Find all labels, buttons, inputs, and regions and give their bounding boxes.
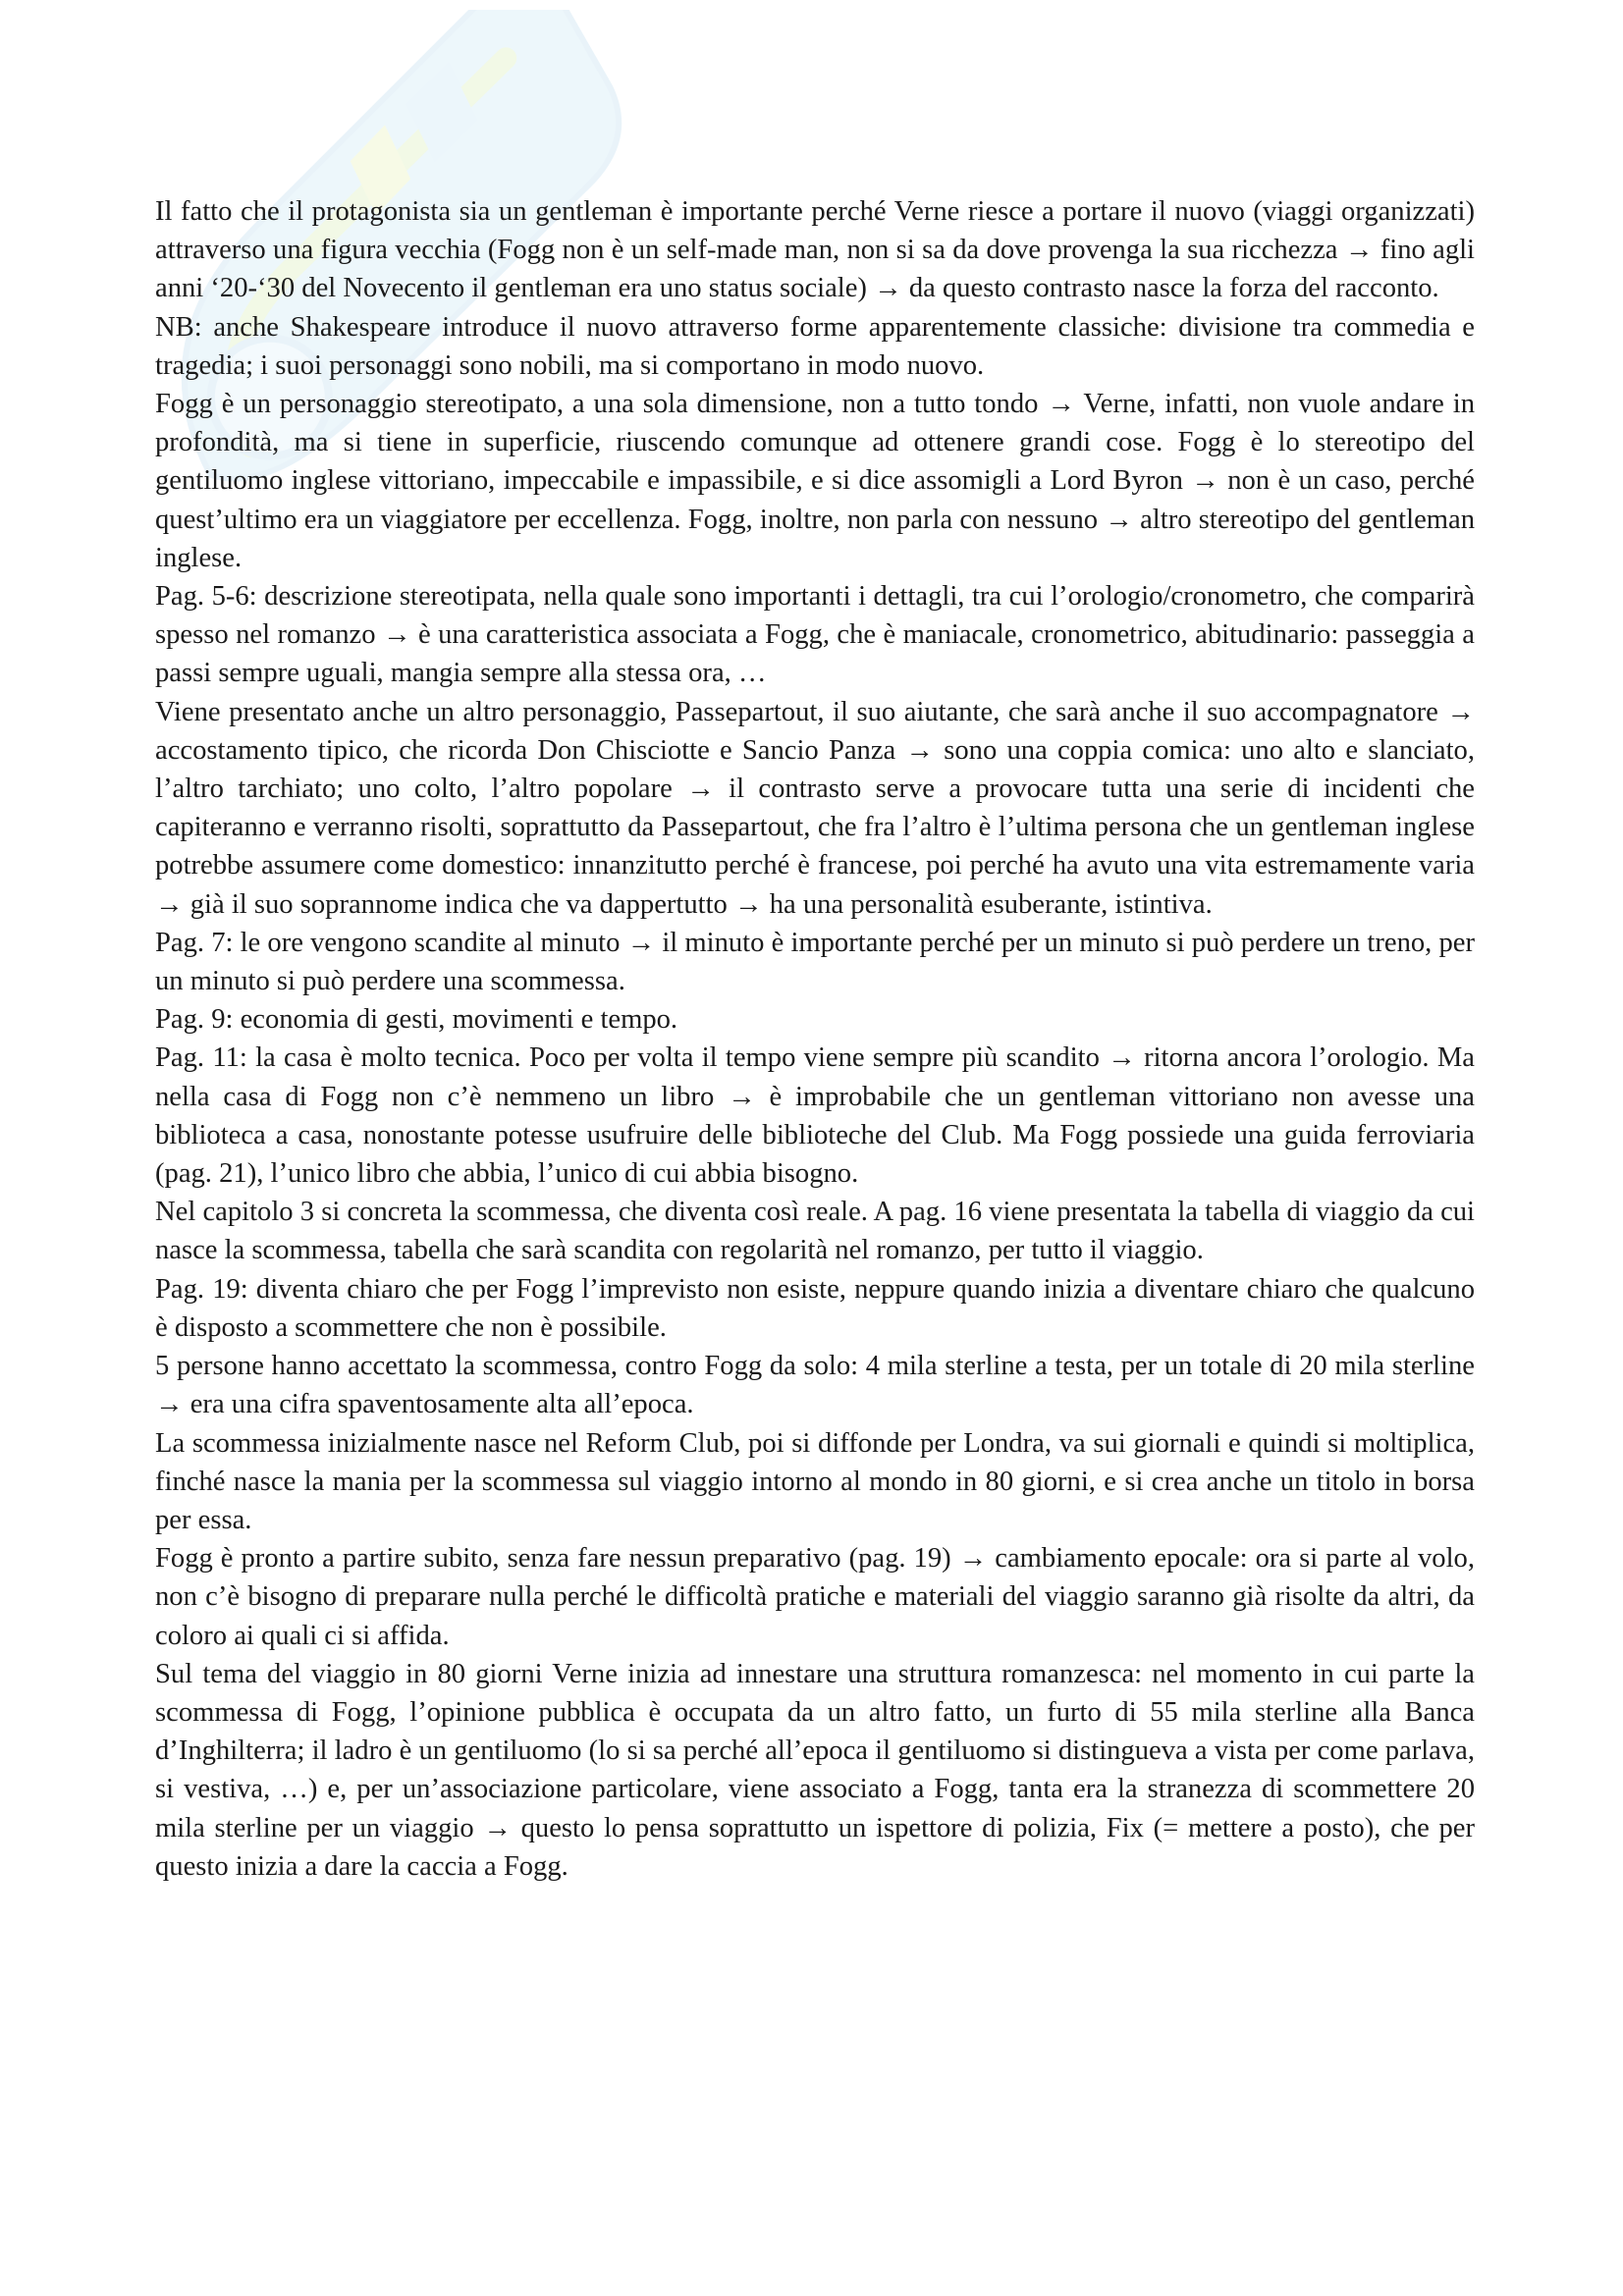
paragraph: Pag. 11: la casa è molto tecnica. Poco per volta il tempo viene sempre più scandito → ritorna ancora l’orologio. Ma nella casa di Fogg non c’è nemmeno un libro → è improbabile che un gentleman vittoriano non avesse una biblioteca a casa, nonostante potesse usufruire delle biblioteche del Club. Ma Fogg possiede una guida ferroviaria (pag. 21), l’unico libro che abbia, l’unico di cui abbia bisogno. bbox=[155, 1042, 1475, 1190]
paragraph: Pag. 19: diventa chiaro che per Fogg l’imprevisto non esiste, neppure quando inizia a diventare chiaro che qualcuno è disposto a scommettere che non è possibile. bbox=[155, 1273, 1475, 1343]
paragraph: Sul tema del viaggio in 80 giorni Verne inizia ad innestare una struttura romanzesca: nel momento in cui parte la scommessa di Fogg, l’opinione pubblica è occupata da un altro fatto, un furto di 55 mila sterline alla Banca d’Inghilterra; il ladro è un gentiluomo (lo si sa perché all’epoca il gentiluomo si distingueva a vista per come parlava, si vestiva, …) e, per un’associazione particolare, viene associato a Fogg, tanta era la stranezza di scommettere 20 mila sterline per un viaggio → questo lo pensa soprattutto un ispettore di polizia, Fix (= mettere a posto), che per questo inizia a dare la caccia a Fogg. bbox=[155, 1658, 1475, 1882]
paragraph: La scommessa inizialmente nasce nel Reform Club, poi si diffonde per Londra, va sui giornali e quindi si moltiplica, finché nasce la mania per la scommessa sul viaggio intorno al mondo in 80 giorni, e si crea anche un titolo in borsa per essa. bbox=[155, 1427, 1475, 1535]
paragraph: Il fatto che il protagonista sia un gentleman è importante perché Verne riesce a portare il nuovo (viaggi organizzati) attraverso una figura vecchia (Fogg non è un self-made man, non si sa da dove provenga la sua ricchezza → fino agli anni ‘20-‘30 del Novecento il gentleman era uno status sociale) → da questo contrasto nasce la forza del racconto. bbox=[155, 196, 1475, 304]
paragraph: Nel capitolo 3 si concreta la scommessa, che diventa così reale. A pag. 16 viene presentata la tabella di viaggio da cui nasce la scommessa, tabella che sarà scandita con regolarità nel romanzo, per tutto il viaggio. bbox=[155, 1197, 1475, 1266]
paragraph: Pag. 9: economia di gesti, movimenti e tempo. bbox=[155, 1004, 678, 1036]
paragraph: Pag. 5-6: descrizione stereotipata, nella quale sono importanti i dettagli, tra cui l’orologio/cronometro, che comparirà spesso nel romanzo → è una caratteristica associata a Fogg, che è maniacale, cronometrico, abitudinario: passeggia a passi sempre uguali, mangia sempre alla stessa ora, … bbox=[155, 581, 1475, 689]
paragraph: Viene presentato anche un altro personaggio, Passepartout, il suo aiutante, che sarà anche il suo accompagnatore → accostamento tipico, che ricorda Don Chisciotte e Sancio Panza → sono una coppia comica: uno alto e slanciato, l’altro tarchiato; uno colto, l’altro popolare → il contrasto serve a provocare tutta una serie di incidenti che capiteranno e verranno risolti, soprattutto da Passepartout, che fra l’altro è l’ultima persona che un gentleman inglese potrebbe assumere come domestico: innanzitutto perché è francese, poi perché ha avuto una vita estremamente varia → già il suo soprannome indica che va dappertutto → ha una personalità esuberante, istintiva. bbox=[155, 696, 1475, 920]
paragraph: 5 persone hanno accettato la scommessa, contro Fogg da solo: 4 mila sterline a testa, per un totale di 20 mila sterline → era una cifra spaventosamente alta all’epoca. bbox=[155, 1351, 1475, 1420]
paragraph: Fogg è pronto a partire subito, senza fare nessun preparativo (pag. 19) → cambiamento epocale: ora si parte al volo, non c’è bisogno di preparare nulla perché le difficoltà pratiche e materiali del viaggio saranno già risolte da altri, da coloro ai quali ci si affida. bbox=[155, 1543, 1475, 1651]
document-body bbox=[155, 192, 1475, 1886]
paragraph: Fogg è un personaggio stereotipato, a una sola dimensione, non a tutto tondo → Verne, infatti, non vuole andare in profondità, ma si tiene in superficie, riuscendo comunque ad ottenere grandi cose. Fogg è lo stereotipo del gentiluomo inglese vittoriano, impeccabile e impassibile, e si dice assomigli a Lord Byron → non è un caso, perché quest’ultimo era un viaggiatore per eccellenza. Fogg, inoltre, non parla con nessuno → altro stereotipo del gentleman inglese. bbox=[155, 389, 1475, 573]
paragraph: NB: anche Shakespeare introduce il nuovo attraverso forme apparentemente classiche: divisione tra commedia e tragedia; i suoi personaggi sono nobili, ma si comportano in modo nuovo. bbox=[155, 311, 1475, 381]
paragraph: Pag. 7: le ore vengono scandite al minuto → il minuto è importante perché per un minuto si può perdere un treno, per un minuto si può perdere una scommessa. bbox=[155, 927, 1475, 997]
